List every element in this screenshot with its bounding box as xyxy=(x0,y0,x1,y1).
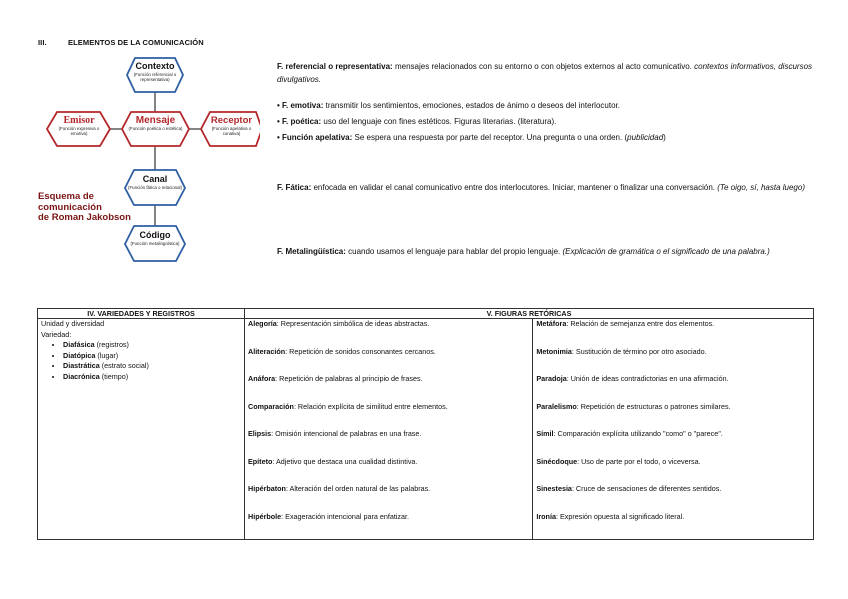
figura-name: Metonimia xyxy=(536,346,572,356)
figura-name: Epíteto xyxy=(248,456,273,466)
variedades-line-1: Unidad y diversidad xyxy=(41,319,105,328)
variedad-detail: (lugar) xyxy=(95,350,119,360)
mensaje-title: Mensaje xyxy=(135,115,176,126)
section-3-heading: ELEMENTOS DE LA COMUNICACIÓN xyxy=(68,38,204,47)
figura-def: : Repetición de estructuras o patrones similares. xyxy=(576,401,731,411)
figura-name: Ironía xyxy=(536,511,556,521)
figura-name: Sinestesia xyxy=(536,484,572,493)
figura-name: Anáfora xyxy=(248,374,276,383)
receptor-node xyxy=(203,115,260,136)
contexto-title: Contexto xyxy=(135,61,175,71)
figura-cell xyxy=(245,484,533,512)
poetica-label: • F. poética: xyxy=(277,117,322,126)
figura-cell xyxy=(245,402,533,430)
codigo-node xyxy=(127,230,183,246)
variedad-item xyxy=(63,372,241,383)
bottom-table xyxy=(37,308,814,540)
emotiva-text: transmitir los sentimientos, emociones, estados de ánimo o deseos del interlocutor. xyxy=(323,101,620,110)
canal-title: Canal xyxy=(142,174,168,184)
codigo-sub: (Función metalingüística) xyxy=(130,241,180,246)
figura-def: : Omisión intencional de palabras en una frase. xyxy=(271,429,422,438)
function-fatica xyxy=(277,181,812,194)
section-5-header: V. FIGURAS RETÓRICAS xyxy=(245,309,814,319)
figura-def: : Alteración del orden natural de las palabras. xyxy=(285,484,431,493)
metalinguistica-example: (Explicación de gramática o el significado de una palabra.) xyxy=(560,247,770,256)
metalinguistica-text: cuando usamos el lenguaje para hablar del propio lenguaje. xyxy=(345,247,561,256)
figura-name: Alegoría xyxy=(248,319,277,328)
figura-name: Aliteración xyxy=(248,346,286,356)
receptor-title: Receptor xyxy=(210,115,253,126)
poetica-text: uso del lenguaje con fines estéticos. Figuras literarias. (literatura). xyxy=(321,117,557,126)
variedad-detail: (tiempo) xyxy=(99,371,129,381)
figura-name: Hipérbaton xyxy=(248,484,286,493)
diagram-shapes xyxy=(0,0,260,300)
figura-def: : Repetición de palabras al principio de frases. xyxy=(275,374,423,383)
referencial-example: contextos informativos, discursos divulgativos. xyxy=(277,62,813,84)
variedad-item xyxy=(63,351,241,362)
emisor-title: Emisor xyxy=(63,115,95,126)
figura-def: : Cruce de sensaciones de diferentes sentidos. xyxy=(571,484,722,493)
caption-line-3: de Roman Jakobson xyxy=(38,212,131,223)
figura-cell xyxy=(245,319,533,347)
figura-name: Hipérbole xyxy=(248,511,282,521)
fatica-example: (Te oigo, sí, hasta luego) xyxy=(715,183,805,192)
figura-def: : Unión de ideas contradictorias en una afirmación. xyxy=(566,374,729,383)
function-referencial xyxy=(277,60,812,86)
referencial-label: F. referencial o representativa: xyxy=(277,62,393,71)
variedad-name: Diacrónica xyxy=(63,371,100,381)
apelativa-label: • Función apelativa: xyxy=(277,133,353,142)
figura-cell xyxy=(533,484,814,512)
section-3-number: III. xyxy=(38,38,47,47)
apelativa-text: Se espera una respuesta por parte del receptor. Una pregunta o una orden. ( xyxy=(352,133,628,142)
caption-line-1: Esquema de xyxy=(38,191,94,202)
function-metalinguistica xyxy=(277,245,817,258)
variedades-list xyxy=(41,340,241,382)
mensaje-sub: (Función poética o estética) xyxy=(128,126,183,131)
contexto-sub: (Función referencial o representativa) xyxy=(133,72,177,82)
figura-name: Paradoja xyxy=(536,374,567,383)
variedad-detail: (estrato social) xyxy=(99,361,149,370)
figura-def: : Representación simbólica de ideas abstractas. xyxy=(276,319,430,328)
figura-def: : Relación explícita de similitud entre elementos. xyxy=(293,401,448,411)
fatica-label: F. Fática: xyxy=(277,183,312,192)
figura-def: : Comparación explícita utilizando "como" o "parece". xyxy=(553,429,723,438)
figura-def: : Expresión opuesta al significado literal. xyxy=(555,511,685,521)
jakobson-diagram xyxy=(0,0,260,300)
mensaje-node xyxy=(124,115,187,131)
figura-cell xyxy=(533,457,814,485)
figura-cell xyxy=(245,374,533,402)
figura-def: : Adjetivo que destaca una cualidad distintiva. xyxy=(272,456,418,466)
figura-name: Metáfora xyxy=(536,319,567,328)
emotiva-label: • F. emotiva: xyxy=(277,101,324,110)
referencial-text: mensajes relacionados con su entorno o con objetos externos al acto comunicativo. xyxy=(392,62,692,71)
function-emotiva xyxy=(277,100,817,112)
figura-name: Comparación xyxy=(248,401,294,411)
emisor-node xyxy=(50,115,108,136)
metalinguistica-label: F. Metalingüística: xyxy=(277,247,346,256)
caption-line-2: comunicación xyxy=(38,201,102,213)
figura-cell xyxy=(245,429,533,457)
variedad-name: Diatópica xyxy=(63,350,96,360)
function-apelativa xyxy=(277,132,817,144)
figura-cell xyxy=(245,512,533,540)
figura-cell xyxy=(533,347,814,375)
variedad-name: Diastrática xyxy=(63,361,100,370)
diagram-caption xyxy=(38,192,131,224)
fatica-text: enfocada en validar el canal comunicativo entre dos interlocutores. Iniciar, mantener o finalizar una conversación. xyxy=(311,183,716,192)
apelativa-example: publicidad xyxy=(627,133,664,142)
canal-node xyxy=(127,174,183,190)
figura-def: : Uso de parte por el todo, o viceversa. xyxy=(577,456,701,466)
canal-sub: (Función fática o relacional) xyxy=(128,185,182,190)
figura-name: Paralelismo xyxy=(536,401,577,411)
apelativa-close: ) xyxy=(663,133,666,142)
variedad-item xyxy=(63,340,241,351)
variedad-detail: (registros) xyxy=(94,340,129,349)
figura-cell xyxy=(533,512,814,540)
codigo-title: Código xyxy=(139,230,171,240)
figura-cell xyxy=(245,347,533,375)
receptor-sub: (Función apelativa o conativa) xyxy=(211,126,252,136)
contexto-node xyxy=(128,61,182,82)
figura-def: : Sustitución de término por otro asociado. xyxy=(571,346,707,356)
figura-def: : Exageración intencional para enfatizar. xyxy=(281,511,410,521)
figura-def: : Repetición de sonidos consonantes cercanos. xyxy=(285,346,436,356)
figura-name: Símil xyxy=(536,429,554,438)
figura-cell xyxy=(533,319,814,347)
figura-cell xyxy=(245,457,533,485)
variedades-line-2: Variedad: xyxy=(41,329,72,339)
figura-name: Elipsis xyxy=(248,429,272,438)
figura-def: : Relación de semejanza entre dos elementos. xyxy=(566,319,715,328)
variedades-cell xyxy=(38,319,245,540)
figura-cell xyxy=(533,429,814,457)
figura-name: Sinécdoque xyxy=(536,456,578,466)
emisor-sub: (Función expresiva o emotiva) xyxy=(58,126,100,136)
variedad-item xyxy=(63,361,241,372)
section-4-header: IV. VARIEDADES Y REGISTROS xyxy=(38,309,245,319)
figura-cell xyxy=(533,374,814,402)
function-poetica xyxy=(277,116,817,128)
variedad-name: Diafásica xyxy=(63,340,95,349)
figura-cell xyxy=(533,402,814,430)
